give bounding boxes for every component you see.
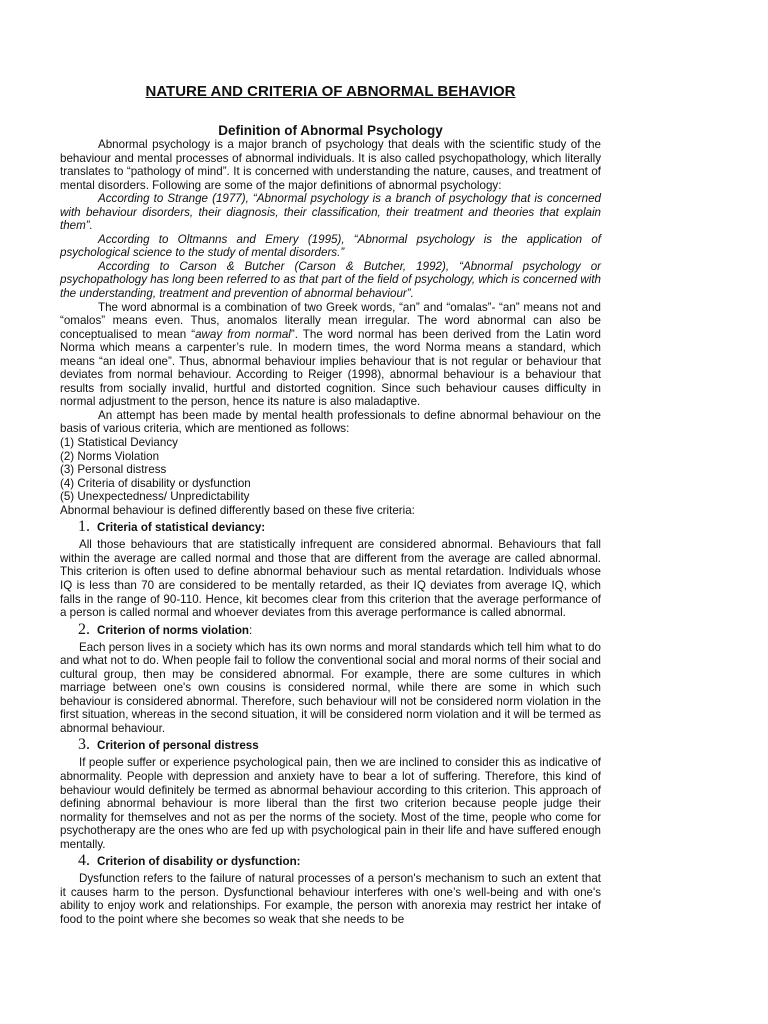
criterion-body: Each person lives in a society which has its own norms and moral standards which tell him what to do and what not to do. When people fail to follow the conventional social and moral norms of their social and cultural group, then may be considered abnormal. For example, there are some cultures in which marriage between one's own cousins is considered normal, while there are some in which such behaviour is considered abnormal. Therefore, such behaviour will not be considered norm violation in the first situation, whereas in the second situation, it will be considered norm violation and it will be termed as abnormal behaviour. xyxy=(60,640,601,735)
list-item: (1) Statistical Deviancy xyxy=(60,436,178,450)
intro-paragraph: Abnormal psychology is a major branch of psychology that deals with the scientific study of the behaviour and mental processes of abnormal individuals. It is also called psychopathology, which literally translates to “pathology of mind”. It is concerned with understanding the nature, causes, and treatment of mental disorders. Following are some of the major definitions of abnormal psychology: xyxy=(60,138,601,192)
criterion-section xyxy=(60,520,601,619)
list-outro: Abnormal behaviour is defined differently based on these five criteria: xyxy=(60,503,415,517)
criterion-title: Criterion of norms violation xyxy=(97,623,250,637)
list-item: (4) Criteria of disability or dysfunction xyxy=(60,476,251,490)
criterion-heading xyxy=(60,620,601,641)
list-item: (2) Norms Violation xyxy=(60,449,160,463)
criterion-title: Criterion of personal distress xyxy=(97,739,259,753)
list-item: (3) Personal distress xyxy=(60,463,167,477)
criterion-section xyxy=(60,738,601,851)
paragraph-emphasis: away from normal xyxy=(195,327,291,341)
criterion-heading xyxy=(60,520,601,538)
definition-carson: According to Carson & Butcher (Carson & Butcher, 1992), “Abnormal psychology or psychopathology has long been referred to as that part of the field of psychology, which is concerned with the understanding, treatment and prevention of abnormal behaviour”. xyxy=(60,259,601,301)
criterion-heading xyxy=(60,738,601,756)
list-item: (5) Unexpectedness/ Unpredictability xyxy=(60,490,250,504)
document-title: NATURE AND CRITERIA OF ABNORMAL BEHAVIOR xyxy=(145,83,516,100)
criterion-section xyxy=(60,854,601,926)
criterion-section xyxy=(60,620,601,736)
criterion-number: 4. xyxy=(78,852,90,870)
criterion-body: If people suffer or experience psychological pain, then we are inclined to consider this as indicative of abnormality. People with depression and anxiety have to bear a lot of suffering. Therefore, this kind of behaviour would definitely be termed as abnormal behaviour according to this criterion. This approach of defining abnormal behaviour is more liberal than the first two criterion because people judge their normality for themselves and not as per the norms of the society. Most of the time, people who come for psychotherapy are the ones who are fed up with psychological pain in their life and have suffered enough mentally. xyxy=(60,756,601,851)
definition-strange: According to Strange (1977), “Abnormal psychology is a branch of psychology that is concerned with behaviour disorders, their diagnosis, their classification, their treatment and theories that explain them”. xyxy=(60,192,601,233)
criterion-title: Criterion of disability or dysfunction: xyxy=(97,855,301,869)
paragraph-text: ”. The word normal has been derived from the Latin word Norma which means a carpenter’s rule. In modern times, the word Norma means a standard, which means “an ideal one”. Thus, abnormal behaviour implies behaviour that is not regular or behaviour that deviates from normal behaviour. According to Reiger (1998), abnormal behaviour is a behaviour that results from socially invalid, hurtful and distorted cognition. Since such behaviour causes difficulty in normal adjustment to the person, hence its nature is also maladaptive. xyxy=(60,327,601,409)
criterion-heading xyxy=(60,854,601,872)
criterion-number: 2. xyxy=(78,620,90,638)
criterion-number: 1. xyxy=(78,518,90,536)
criteria-intro-paragraph: An attempt has been made by mental health professionals to define abnormal behaviour on the basis of various criteria, which are mentioned as follows: xyxy=(60,408,601,436)
criterion-body: All those behaviours that are statistically infrequent are considered abnormal. Behaviours that fall within the average are called normal and those that are different from the average are called abnormal. This criterion is often used to define abnormal behaviour such as mental retardation. Individuals whose IQ is less than 70 are considered to be mentally retarded, as their IQ deviates from average IQ, which falls in the range of 90-110. Hence, kit becomes clear from this criterion that the average performance of a person is called normal and whoever deviates from this average performance is called abnormal. xyxy=(60,538,601,620)
criteria-list xyxy=(60,436,601,504)
paragraph-text: The word abnormal is a combination of two Greek words, “an” and “omalas”- “an” means not and “omalos” means even. Thus, anomalos literally mean irregular. The word abnormal can also be conceptualised to mean “ xyxy=(60,300,601,341)
document-page xyxy=(60,82,601,926)
definition-oltmanns: According to Oltmanns and Emery (1995), “Abnormal psychology is the application of psychological science to the study of mental disorders.” xyxy=(60,232,601,260)
criterion-number: 3. xyxy=(78,736,90,754)
section-subtitle: Definition of Abnormal Psychology xyxy=(218,123,443,138)
criterion-title: Criteria of statistical deviancy: xyxy=(97,521,266,535)
word-abnormal-paragraph xyxy=(60,301,601,409)
criterion-title-colon: : xyxy=(249,623,253,637)
criterion-body: Dysfunction refers to the failure of natural processes of a person's mechanism to such an extent that it causes harm to the person. Dysfunctional behaviour interferes with one’s well-being and with one's ability to enjoy work and relationships. For example, the person with anorexia may restrict her intake of food to the point where she becomes so weak that she needs to be xyxy=(60,872,601,926)
